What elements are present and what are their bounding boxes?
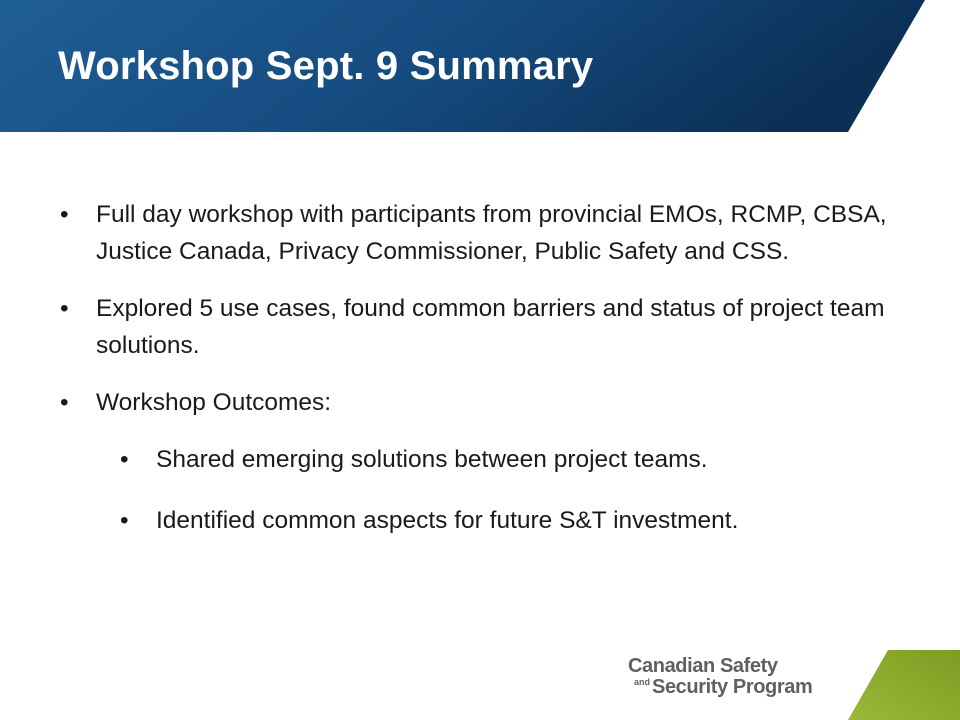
sub-bullet-item: • Identified common aspects for future S&T investment. — [120, 502, 930, 539]
slide-title: Workshop Sept. 9 Summary — [58, 44, 594, 88]
bullet-item: • Workshop Outcomes: — [60, 384, 930, 421]
logo-text-and: and — [634, 677, 651, 687]
corner-accent-shape — [840, 650, 960, 720]
bullet-list — [60, 196, 930, 563]
css-logo — [628, 655, 838, 703]
logo-text-line1: Canadian Safety — [628, 655, 778, 677]
corner-accent — [840, 650, 960, 720]
logo-text-line2: Security Program — [652, 676, 813, 698]
bullet-item: • Full day workshop with participants from provincial EMOs, RCMP, CBSA, Justice Canada, Privacy Commissioner, Public Safety and CSS. — [60, 196, 930, 270]
sub-bullet-item: • Shared emerging solutions between project teams. — [120, 441, 930, 478]
bullet-item: • Explored 5 use cases, found common barriers and status of project team solutions. — [60, 290, 930, 364]
